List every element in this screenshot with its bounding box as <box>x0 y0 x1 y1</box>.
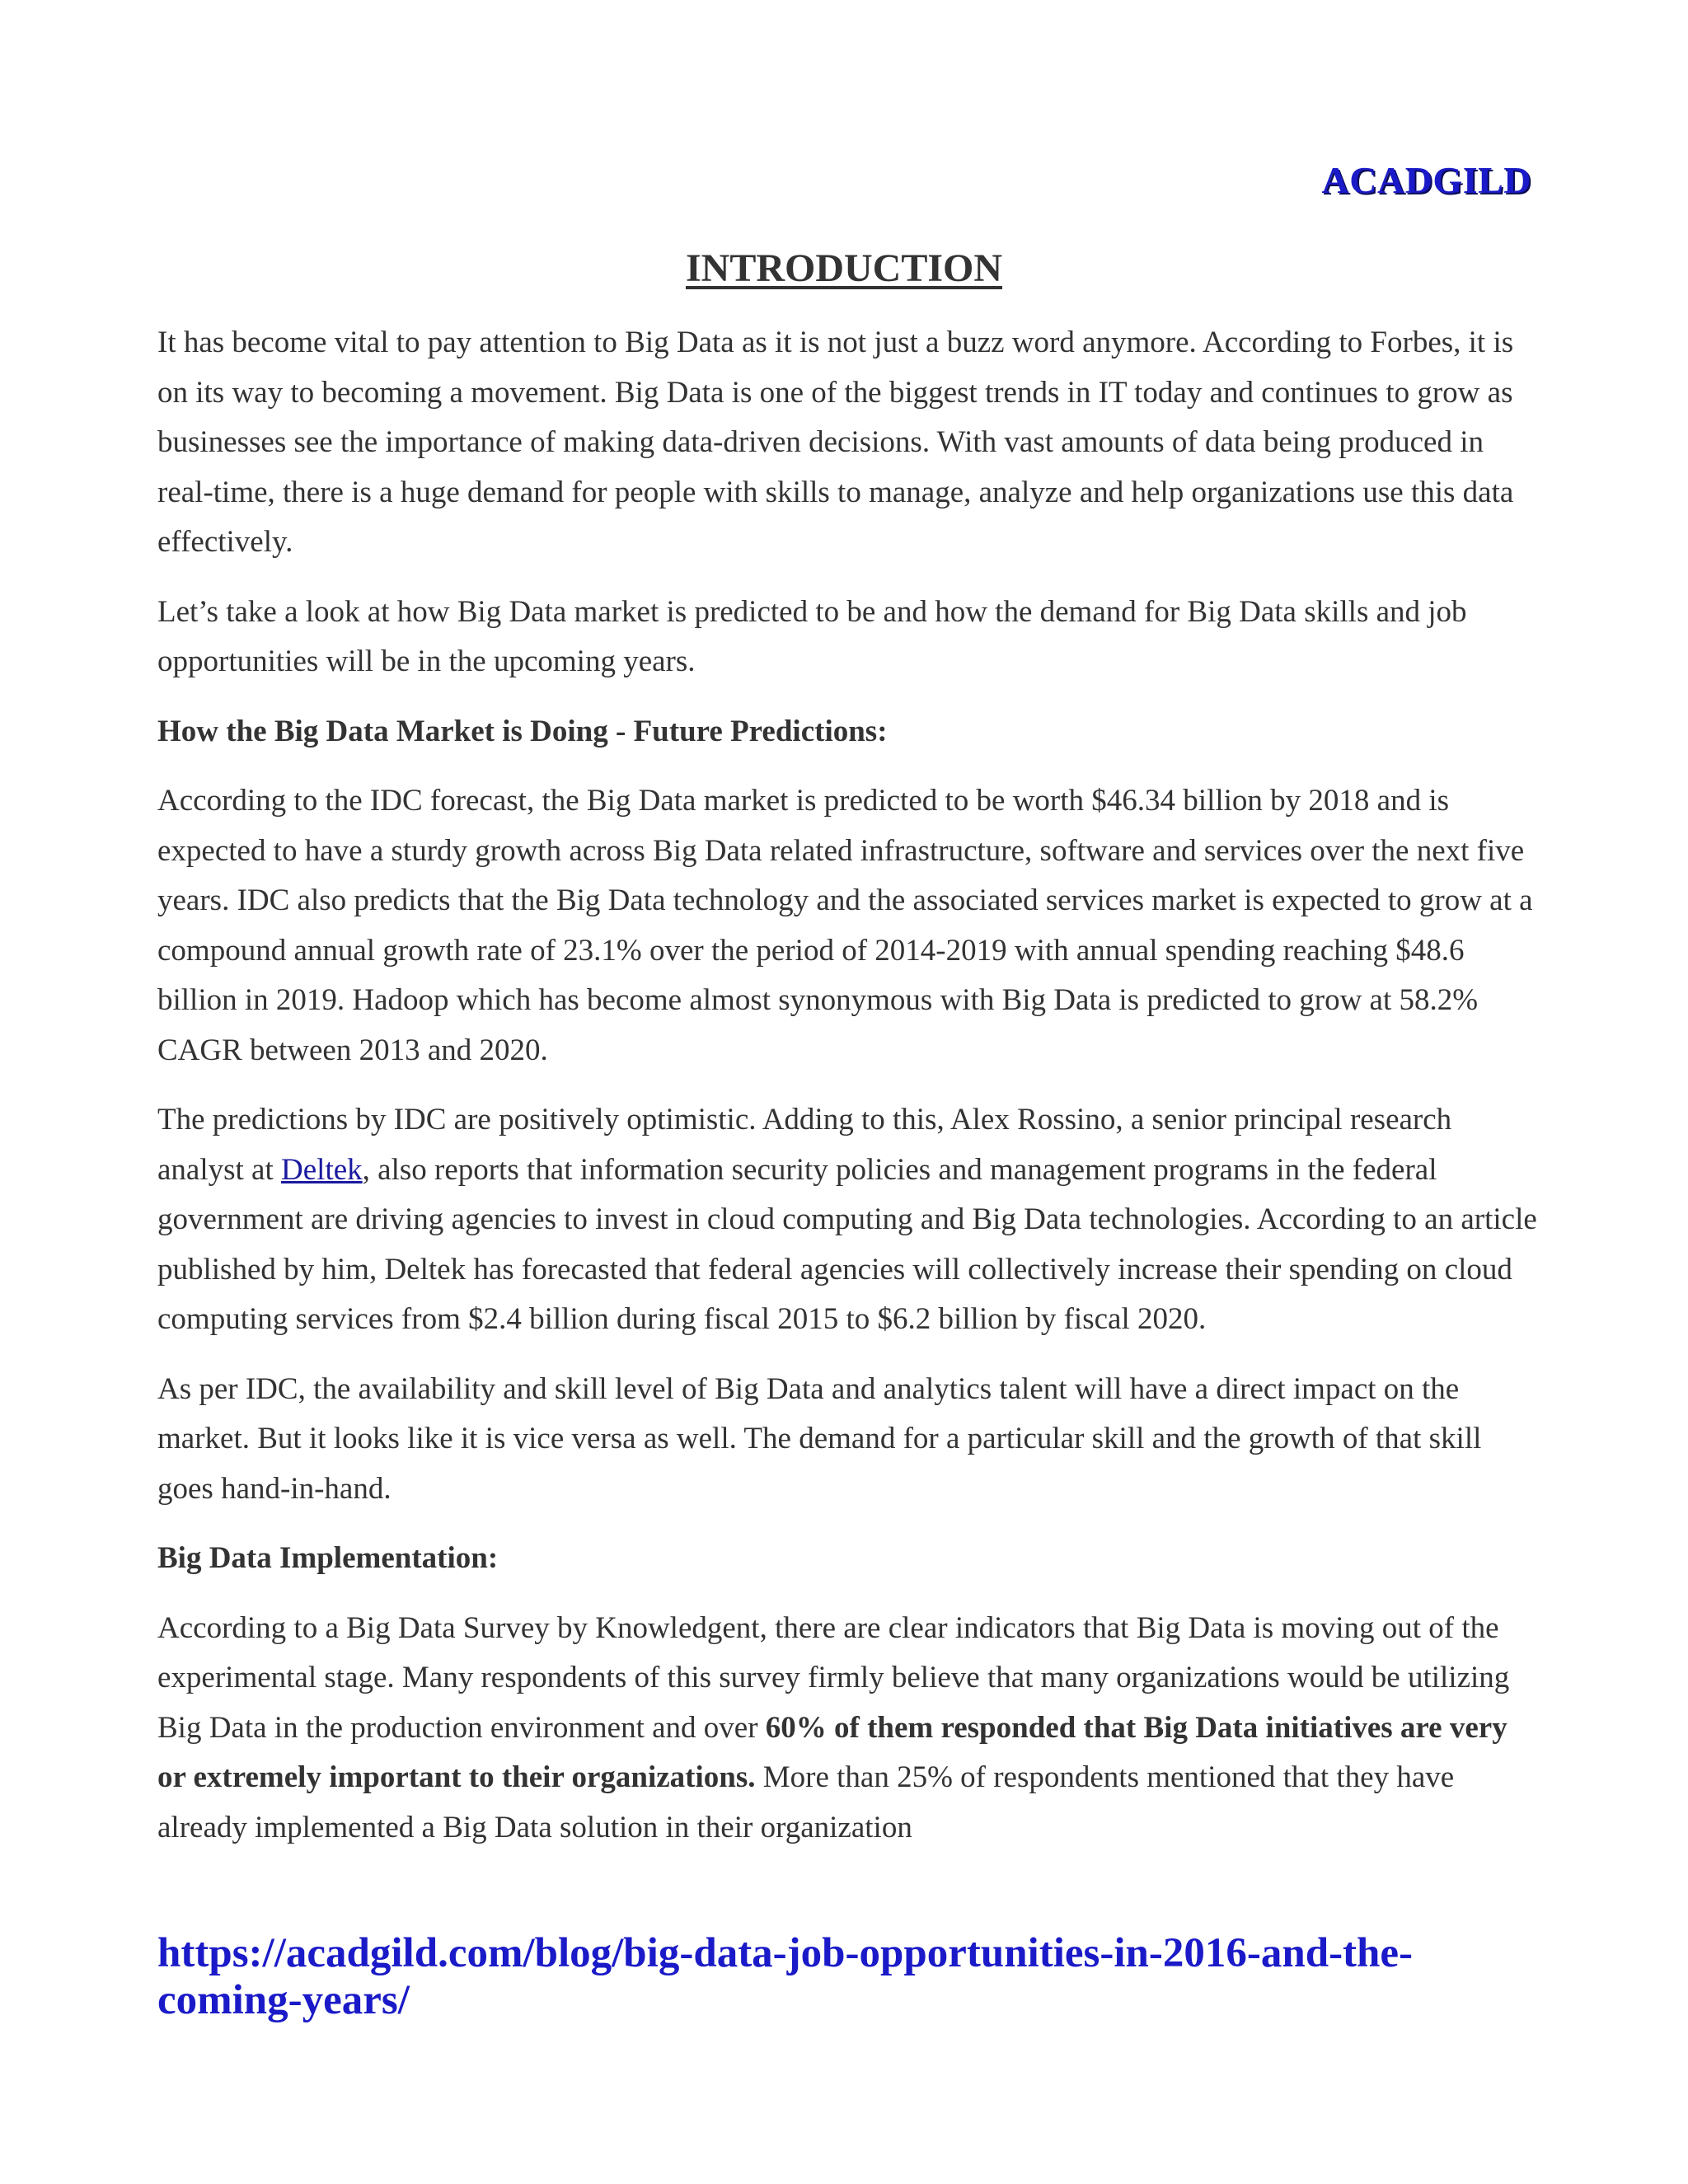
market-paragraph-1: According to the IDC forecast, the Big Data market is predicted to be worth $46.34 billion by 2018 and is expected to have a sturdy growth across Big Data related infrastructure, software and services over the next five years. IDC also predicts that the Big Data technology and the associated services market is expected to grow at a compound annual growth rate of 23.1% over the period of 2014-2019 with annual spending reaching $48.6 billion in 2019. Hadoop which has become almost synonymous with Big Data is predicted to grow at 58.2% CAGR between 2013 and 2020. <box>157 784 1533 1067</box>
market-paragraph-2-start: The predictions by IDC are positively optimistic. Adding to this, Alex Rossino, a senior principal research analyst at <box>157 1103 1452 1187</box>
article-body <box>157 318 1542 1872</box>
implementation-bold-statement: 60% of them responded that Big Data initiatives are very or extremely important to their organizations. <box>157 1710 1507 1794</box>
implementation-paragraph-end: More than 25% of respondents mentioned that they have already implemented a Big Data solution in their organization <box>157 1760 1455 1844</box>
page-title: INTRODUCTION <box>685 246 1003 290</box>
market-paragraph-3: As per IDC, the availability and skill level of Big Data and analytics talent will have a direct impact on the market. But it looks like it is vice versa as well. The demand for a particular skill and the growth of that skill goes hand-in-hand. <box>157 1371 1482 1506</box>
implementation-paragraph-start: According to a Big Data Survey by Knowledgent, there are clear indicators that Big Data is moving out of the experimental stage. Many respondents of this survey firmly believe that many organizations would be utilizing Big Data in the production environment and over <box>157 1610 1510 1745</box>
intro-paragraph-2: Let’s take a look at how Big Data market is predicted to be and how the demand for Big Data skills and job opportunities will be in the upcoming years. <box>157 594 1467 678</box>
deltek-link[interactable]: Deltek <box>281 1152 363 1187</box>
implementation-paragraph-1 <box>157 1604 1542 1854</box>
market-paragraph-2 <box>157 1095 1542 1345</box>
market-section-heading: How the Big Data Market is Doing - Future Predictions: <box>157 714 888 748</box>
intro-paragraph-1: It has become vital to pay attention to Big Data as it is not just a buzz word anymore. According to Forbes, it is on its way to becoming a movement. Big Data is one of the biggest trends in IT today and continues to grow as businesses see the importance of making data-driven decisions. With vast amounts of data being produced in real-time, there is a huge demand for people with skills to manage, analyze and help organizations use this data effectively. <box>157 326 1514 559</box>
market-paragraph-2-end: , also reports that information security policies and management programs in the federal government are driving agencies to invest in cloud computing and Big Data technologies. According to an article published by him, Deltek has forecasted that federal agencies will collectively increase their spending on cloud computing services from $2.4 billion during fiscal 2015 to $6.2 billion by fiscal 2020. <box>157 1152 1537 1336</box>
implementation-section-heading: Big Data Implementation: <box>157 1541 499 1575</box>
brand-logo-text: ACADGILD <box>1321 159 1531 201</box>
source-url-link[interactable]: https://acadgild.com/blog/big-data-job-opportunities-in-2016-and-the-coming-years/ <box>157 1930 1414 2023</box>
